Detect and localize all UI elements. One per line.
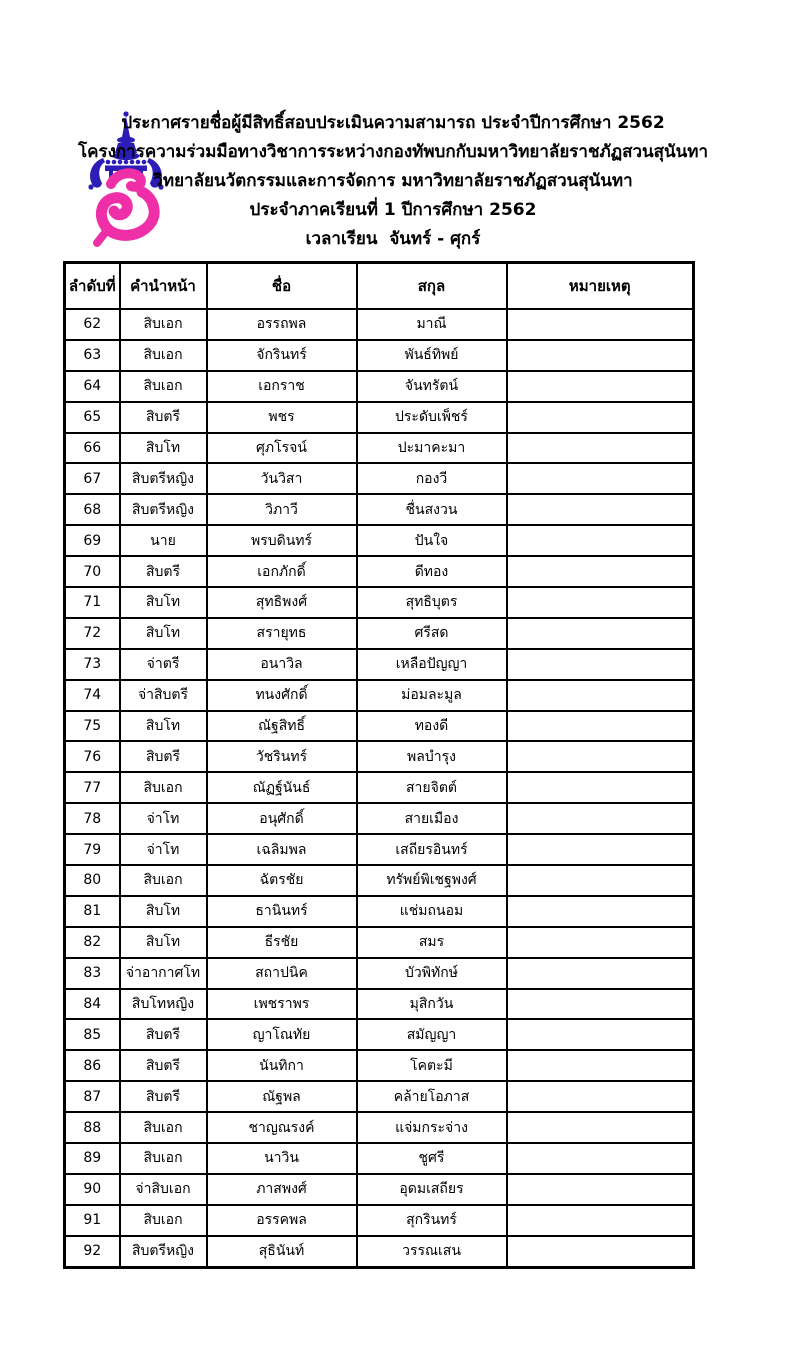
cell-firstname: เอกราช: [207, 371, 357, 402]
cell-title: สิบตรี: [120, 402, 207, 433]
cell-number: 88: [65, 1112, 120, 1143]
cell-number: 80: [65, 865, 120, 896]
table-row: [65, 556, 694, 587]
cell-title: สิบตรี: [120, 556, 207, 587]
cell-title: สิบตรี: [120, 741, 207, 772]
column-header-surname: สกุล: [357, 263, 507, 310]
header-line-program: โครงการความร่วมมือทางวิชาการระหว่างกองทัพบกกับมหาวิทยาลัยราชภัฏสวนสุนันทา: [77, 142, 709, 162]
cell-title: สิบตรี: [120, 1081, 207, 1112]
cell-surname: มุสิกวัน: [357, 989, 507, 1020]
cell-surname: ทองดี: [357, 711, 507, 742]
cell-remark: [507, 1143, 694, 1174]
cell-surname: ศรีสด: [357, 618, 507, 649]
cell-surname: สมร: [357, 927, 507, 958]
table-row: [65, 340, 694, 371]
cell-remark: [507, 525, 694, 556]
cell-remark: [507, 556, 694, 587]
cell-remark: [507, 680, 694, 711]
cell-title: สิบเอก: [120, 371, 207, 402]
cell-firstname: สุธินันท์: [207, 1236, 357, 1267]
cell-surname: พลบำรุง: [357, 741, 507, 772]
cell-remark: [507, 1019, 694, 1050]
cell-firstname: ฉัตรชัย: [207, 865, 357, 896]
cell-surname: โคตะมี: [357, 1050, 507, 1081]
table-header-row: [65, 263, 694, 310]
cell-title: จ่าโท: [120, 834, 207, 865]
column-header-number: ลำดับที่: [65, 263, 120, 310]
cell-number: 64: [65, 371, 120, 402]
cell-remark: [507, 989, 694, 1020]
cell-title: จ่าโท: [120, 803, 207, 834]
cell-firstname: เอกภักดิ์: [207, 556, 357, 587]
cell-firstname: เพชราพร: [207, 989, 357, 1020]
header-line-announcement: ประกาศรายชื่อผู้มีสิทธิ์สอบประเมินความสามารถ ประจำปีการศึกษา 2562: [121, 113, 665, 133]
cell-title: สิบโท: [120, 587, 207, 618]
cell-number: 83: [65, 958, 120, 989]
cell-number: 66: [65, 433, 120, 464]
cell-remark: [507, 1081, 694, 1112]
cell-remark: [507, 1174, 694, 1205]
cell-title: สิบเอก: [120, 309, 207, 340]
cell-firstname: อนาวิล: [207, 649, 357, 680]
table-row: [65, 896, 694, 927]
cell-remark: [507, 896, 694, 927]
cell-surname: วรรณเสน: [357, 1236, 507, 1267]
cell-surname: สายเมือง: [357, 803, 507, 834]
header-line-semester: ประจำภาคเรียนที่ 1 ปีการศึกษา 2562: [249, 200, 537, 220]
cell-surname: อุดมเสถียร: [357, 1174, 507, 1205]
cell-surname: กองวี: [357, 463, 507, 494]
cell-number: 67: [65, 463, 120, 494]
cell-title: สิบโท: [120, 433, 207, 464]
cell-number: 65: [65, 402, 120, 433]
cell-firstname: จักรินทร์: [207, 340, 357, 371]
table-row: [65, 402, 694, 433]
cell-surname: ชูศรี: [357, 1143, 507, 1174]
table-row: [65, 989, 694, 1020]
cell-remark: [507, 958, 694, 989]
cell-number: 81: [65, 896, 120, 927]
table-row: [65, 803, 694, 834]
table-row: [65, 494, 694, 525]
cell-remark: [507, 1050, 694, 1081]
cell-firstname: พรบดินทร์: [207, 525, 357, 556]
cell-firstname: ธีรชัย: [207, 927, 357, 958]
cell-number: 75: [65, 711, 120, 742]
cell-remark: [507, 834, 694, 865]
cell-number: 77: [65, 772, 120, 803]
column-header-remark: หมายเหตุ: [507, 263, 694, 310]
cell-firstname: นาวิน: [207, 1143, 357, 1174]
cell-remark: [507, 340, 694, 371]
table-row: [65, 587, 694, 618]
cell-remark: [507, 587, 694, 618]
cell-remark: [507, 865, 694, 896]
cell-number: 82: [65, 927, 120, 958]
cell-firstname: วิภาวี: [207, 494, 357, 525]
table-row: [65, 618, 694, 649]
cell-title: จ่าสิบเอก: [120, 1174, 207, 1205]
cell-firstname: ณัฏฐ์นันธ์: [207, 772, 357, 803]
table-row: [65, 1112, 694, 1143]
table-row: [65, 711, 694, 742]
cell-title: สิบโท: [120, 618, 207, 649]
cell-number: 63: [65, 340, 120, 371]
cell-title: สิบเอก: [120, 1205, 207, 1236]
cell-number: 76: [65, 741, 120, 772]
cell-title: สิบตรี: [120, 1050, 207, 1081]
table-row: [65, 649, 694, 680]
cell-title: สิบโท: [120, 711, 207, 742]
table-row: [65, 1143, 694, 1174]
table-row: [65, 1174, 694, 1205]
document-header: [0, 109, 786, 254]
cell-remark: [507, 1112, 694, 1143]
table-row: [65, 1050, 694, 1081]
cell-remark: [507, 1205, 694, 1236]
table-row: [65, 371, 694, 402]
cell-title: สิบเอก: [120, 1143, 207, 1174]
cell-remark: [507, 741, 694, 772]
cell-title: นาย: [120, 525, 207, 556]
header-line-schedule: เวลาเรียน จันทร์ - ศุกร์: [305, 229, 481, 249]
cell-number: 91: [65, 1205, 120, 1236]
cell-surname: ปันใจ: [357, 525, 507, 556]
cell-surname: จันทรัตน์: [357, 371, 507, 402]
cell-number: 70: [65, 556, 120, 587]
header-line-college: วิทยาลัยนวัตกรรมและการจัดการ มหาวิทยาลัยราชภัฏสวนสุนันทา: [153, 171, 633, 191]
cell-remark: [507, 371, 694, 402]
cell-remark: [507, 803, 694, 834]
table-row: [65, 309, 694, 340]
cell-firstname: เฉลิมพล: [207, 834, 357, 865]
cell-firstname: วันวิสา: [207, 463, 357, 494]
table-row: [65, 865, 694, 896]
table-row: [65, 1236, 694, 1267]
cell-surname: มาณี: [357, 309, 507, 340]
cell-number: 90: [65, 1174, 120, 1205]
cell-title: สิบตรีหญิง: [120, 494, 207, 525]
cell-surname: สมัญญา: [357, 1019, 507, 1050]
cell-number: 69: [65, 525, 120, 556]
cell-number: 92: [65, 1236, 120, 1267]
cell-title: สิบเอก: [120, 772, 207, 803]
cell-surname: สุกรินทร์: [357, 1205, 507, 1236]
cell-firstname: ศุภโรจน์: [207, 433, 357, 464]
cell-firstname: ณัฐพล: [207, 1081, 357, 1112]
cell-firstname: อนุศักดิ์: [207, 803, 357, 834]
cell-number: 85: [65, 1019, 120, 1050]
cell-firstname: วัชรินทร์: [207, 741, 357, 772]
cell-remark: [507, 433, 694, 464]
cell-remark: [507, 309, 694, 340]
cell-number: 79: [65, 834, 120, 865]
cell-surname: ม่อมละมูล: [357, 680, 507, 711]
column-header-firstname: ชื่อ: [207, 263, 357, 310]
cell-surname: ปะมาคะมา: [357, 433, 507, 464]
cell-remark: [507, 711, 694, 742]
cell-number: 73: [65, 649, 120, 680]
cell-title: สิบตรี: [120, 1019, 207, 1050]
cell-number: 68: [65, 494, 120, 525]
cell-firstname: สถาปนิค: [207, 958, 357, 989]
table-row: [65, 1081, 694, 1112]
cell-firstname: อรรถพล: [207, 309, 357, 340]
roster-table: [63, 261, 695, 1269]
cell-remark: [507, 1236, 694, 1267]
cell-title: สิบโท: [120, 896, 207, 927]
cell-title: สิบเอก: [120, 865, 207, 896]
table-row: [65, 741, 694, 772]
cell-surname: เหลือปัญญา: [357, 649, 507, 680]
table-row: [65, 834, 694, 865]
cell-surname: ดีทอง: [357, 556, 507, 587]
cell-surname: ทรัพย์พิเชฐพงศ์: [357, 865, 507, 896]
cell-firstname: นันทิกา: [207, 1050, 357, 1081]
cell-title: สิบเอก: [120, 1112, 207, 1143]
cell-surname: สายจิตต์: [357, 772, 507, 803]
cell-surname: แช่มถนอม: [357, 896, 507, 927]
cell-number: 62: [65, 309, 120, 340]
cell-remark: [507, 649, 694, 680]
table-row: [65, 927, 694, 958]
cell-surname: คล้ายโอภาส: [357, 1081, 507, 1112]
cell-surname: บัวพิทักษ์: [357, 958, 507, 989]
table-row: [65, 772, 694, 803]
cell-firstname: ธานินทร์: [207, 896, 357, 927]
cell-surname: เสถียรอินทร์: [357, 834, 507, 865]
cell-remark: [507, 927, 694, 958]
cell-surname: ประดับเพ็ชร์: [357, 402, 507, 433]
cell-number: 84: [65, 989, 120, 1020]
cell-title: สิบตรีหญิง: [120, 463, 207, 494]
table-row: [65, 958, 694, 989]
table-row: [65, 1019, 694, 1050]
cell-firstname: ญาโณทัย: [207, 1019, 357, 1050]
table-row: [65, 525, 694, 556]
cell-firstname: ชาญณรงค์: [207, 1112, 357, 1143]
cell-remark: [507, 618, 694, 649]
cell-remark: [507, 402, 694, 433]
cell-firstname: พชร: [207, 402, 357, 433]
table-row: [65, 680, 694, 711]
cell-title: จ่าสิบตรี: [120, 680, 207, 711]
cell-remark: [507, 772, 694, 803]
cell-surname: สุทธิบุตร: [357, 587, 507, 618]
cell-title: สิบโท: [120, 927, 207, 958]
cell-title: สิบโทหญิง: [120, 989, 207, 1020]
cell-firstname: สรายุทธ: [207, 618, 357, 649]
table-row: [65, 1205, 694, 1236]
cell-title: สิบเอก: [120, 340, 207, 371]
cell-firstname: ภาสพงศ์: [207, 1174, 357, 1205]
cell-firstname: สุทธิพงศ์: [207, 587, 357, 618]
cell-number: 86: [65, 1050, 120, 1081]
cell-firstname: อรรคพล: [207, 1205, 357, 1236]
cell-remark: [507, 494, 694, 525]
cell-remark: [507, 463, 694, 494]
cell-number: 74: [65, 680, 120, 711]
cell-title: จ่าอากาศโท: [120, 958, 207, 989]
cell-surname: พันธ์ทิพย์: [357, 340, 507, 371]
cell-number: 78: [65, 803, 120, 834]
cell-surname: ชื่นสงวน: [357, 494, 507, 525]
cell-number: 72: [65, 618, 120, 649]
cell-firstname: ณัฐสิทธิ์: [207, 711, 357, 742]
table-row: [65, 463, 694, 494]
cell-title: สิบตรีหญิง: [120, 1236, 207, 1267]
cell-title: จ่าตรี: [120, 649, 207, 680]
cell-number: 87: [65, 1081, 120, 1112]
column-header-title: คำนำหน้า: [120, 263, 207, 310]
cell-surname: แจ่มกระจ่าง: [357, 1112, 507, 1143]
cell-number: 71: [65, 587, 120, 618]
cell-firstname: ทนงศักดิ์: [207, 680, 357, 711]
cell-number: 89: [65, 1143, 120, 1174]
table-row: [65, 433, 694, 464]
